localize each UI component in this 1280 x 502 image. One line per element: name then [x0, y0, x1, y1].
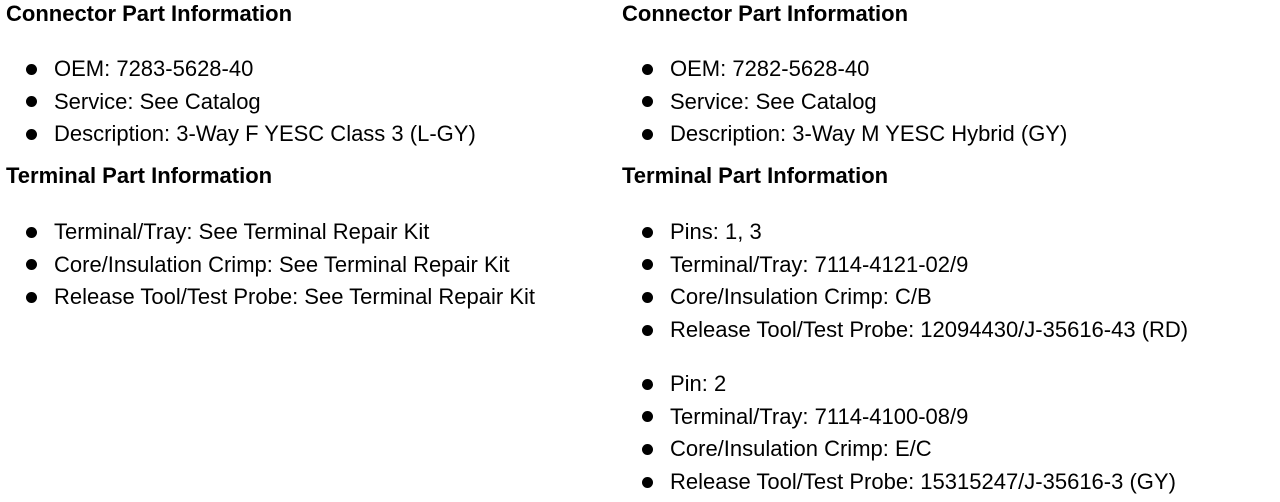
list-item-text: Description: 3-Way F YESC Class 3 (L-GY) [54, 121, 476, 147]
list-item-text: Terminal/Tray: See Terminal Repair Kit [54, 219, 430, 244]
list-item-text: OEM: 7282-5628-40 [670, 56, 870, 81]
bullet-icon [642, 64, 653, 75]
bullet-icon [26, 129, 37, 140]
list-item-text: Pin: 2 [670, 371, 727, 396]
list-item-text: Description: 3-Way M YESC Hybrid (GY) [670, 121, 1068, 147]
list-item-text: Service: See Catalog [54, 88, 261, 114]
bullet-icon [642, 444, 653, 455]
bullet-icon [26, 292, 37, 303]
list-item-text: Release Tool/Test Probe: See Terminal Repair Kit [54, 284, 535, 310]
list-item-text: OEM: 7283-5628-40 [54, 56, 254, 81]
right-connector-heading: Connector Part Information [622, 1, 909, 26]
list-item-text: Service: See Catalog [670, 88, 877, 114]
list-item-text: Terminal/Tray: 7114-4121-02/9 [670, 251, 969, 277]
bullet-icon [642, 379, 653, 390]
list-item-text: Core/Insulation Crimp: C/B [670, 284, 932, 310]
right-terminal-heading: Terminal Part Information [622, 163, 889, 188]
bullet-icon [26, 259, 37, 270]
bullet-icon [26, 96, 37, 107]
bullet-icon [26, 64, 37, 75]
bullet-icon [642, 411, 653, 422]
bullet-icon [642, 325, 653, 336]
list-item-text: Release Tool/Test Probe: 12094430/J-35616-43 (RD) [670, 316, 1189, 342]
bullet-icon [642, 227, 653, 238]
list-item-text: Pins: 1, 3 [670, 219, 762, 244]
list-item-text: Terminal/Tray: 7114-4100-08/9 [670, 403, 969, 429]
list-item-text: Core/Insulation Crimp: E/C [670, 436, 932, 462]
bullet-icon [642, 292, 653, 303]
list-item-text: Core/Insulation Crimp: See Terminal Repair Kit [54, 251, 510, 277]
list-item-text: Release Tool/Test Probe: 15315247/J-35616-3 (GY) [670, 468, 1176, 494]
bullet-icon [642, 129, 653, 140]
bullet-icon [26, 227, 37, 238]
bullet-icon [642, 96, 653, 107]
bullet-icon [642, 477, 653, 488]
left-connector-heading: Connector Part Information [6, 1, 293, 26]
bullet-icon [642, 259, 653, 270]
left-terminal-heading: Terminal Part Information [6, 163, 273, 188]
